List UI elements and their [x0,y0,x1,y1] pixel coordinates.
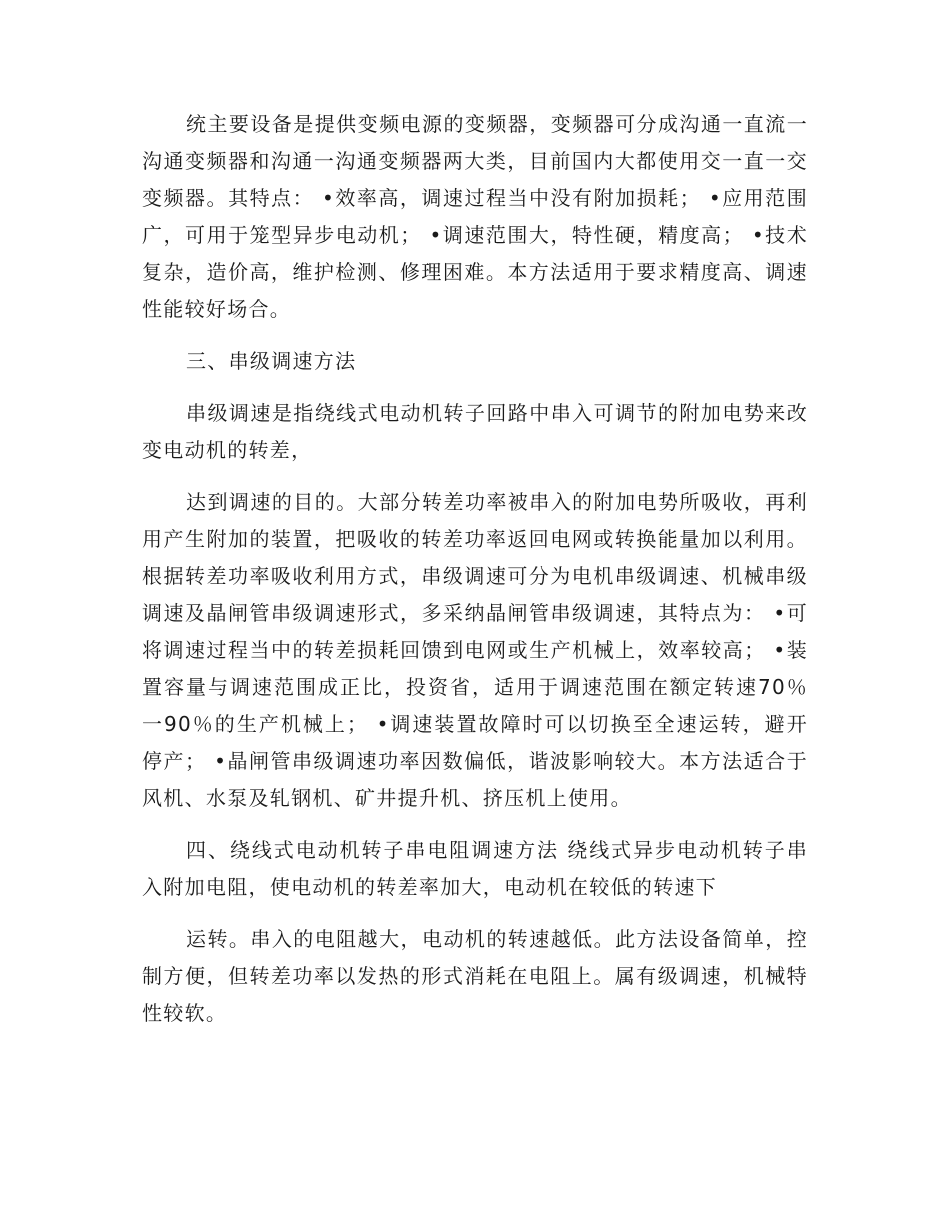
paragraph-rotor-resistance-heading: 四、绕线式电动机转子串电阻调速方法 绕线式异步电动机转子串入附加电阻，使电动机的转差率加大，电动机在较低的转速下 [142,838,808,899]
paragraph-gap [142,380,808,395]
paragraph-gap [142,469,808,484]
paragraph-rotor-resistance-details: 运转。串入的电阻越大，电动机的转速越低。此方法设备简单，控制方便，但转差功率以发热的形式消耗在电阻上。属有级调速，机械特性较软。 [142,927,808,1025]
paragraph-cascade-definition: 串级调速是指绕线式电动机转子回路中串入可调节的附加电势来改变电动机的转差， [142,401,808,462]
document-body [142,106,808,1032]
section-heading-cascade-speed-control: 三、串级调速方法 [186,349,357,373]
paragraph-gap [142,906,808,921]
paragraph-gap [142,817,808,832]
paragraph-gap [142,328,808,343]
paragraph-cascade-features: 达到调速的目的。大部分转差功率被串入的附加电势所吸收，再利用产生附加的装置，把吸收的转差功率返回电网或转换能量加以利用。根据转差功率吸收利用方式，串级调速可分为电机串级调速、机械串级调速及晶闸管串级调速形式，多采纳晶闸管串级调速，其特点为： •可将调速过程当中的转差损耗回馈到电网或生产机械上，效率较高； •装置容量与调速范围成正比，投资省，适用于调速范围在额定转速70％一90％的生产机械上； •调速装置故障时可以切换至全速运转，避开停产； •晶闸管串级调速功率因数偏低，谐波影响较大。本方法适合于风机、水泵及轧钢机、矿井提升机、挤压机上使用。 [142,490,808,810]
paragraph-frequency-converter: 统主要设备是提供变频电源的变频器，变频器可分成沟通一直流一沟通变频器和沟通一沟通变频器两大类，目前国内大都使用交一直一交变频器。其特点： •效率高，调速过程当中没有附加损耗； •应用范围广，可用于笼型异步电动机； •调速范围大，特性硬，精度高； •技术复杂，造价高，维护检测、修理困难。本方法适用于要求精度高、调速性能较好场合。 [142,112,808,321]
